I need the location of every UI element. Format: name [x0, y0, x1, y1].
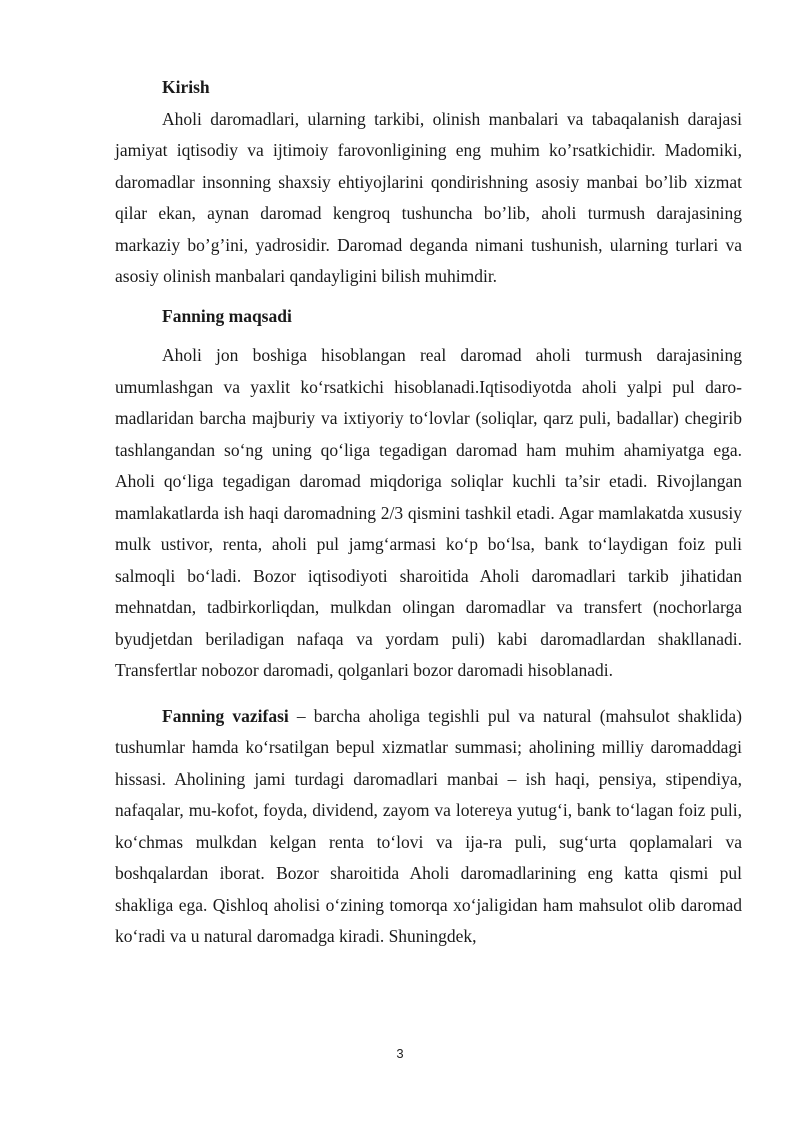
spacer [115, 332, 742, 340]
spacer [115, 293, 742, 301]
spacer [115, 687, 742, 701]
section-heading-intro: Kirish [162, 77, 210, 97]
section-heading-goal: Fanning maqsadi [162, 305, 292, 326]
paragraph-task [115, 701, 742, 953]
page-number: 3 [396, 1046, 404, 1061]
paragraph-intro: Aholi daromadlari, ularning tarkibi, olinish manbalari va tabaqalanish darajasi jamiyat iqtisodiy va ijtimoiy farovonligining eng muhim ko’rsatkichidir. Madomiki, daromadlar insonning shaxsiy ehtiyojlarini qondirishning asosiy manbai bo’lib xizmat qilar ekan, aynan daromad kengroq tushuncha bo’lib, aholi turmush darajasining markaziy bo’g’ini, yadrosidir. Daromad deganda nimani tushunish, ularning turlari va asosiy olinish manbalari qandayligini bilish muhimdir. [115, 108, 742, 286]
document-page [115, 72, 742, 953]
paragraph-task-text: – barcha aholiga tegishli pul va natural (mahsulot shaklida) tushumlar hamda ko‘rsatilgan bepul xizmatlar summasi; aholining milliy daromaddagi hissasi. Aholining jami turdagi daromadlari manbai – ish haqi, pensiya, stipendiya, nafaqalar, mu-kofot, foyda, dividend, zayom va lotereya yutug‘i, bank to‘lagan foiz puli, ko‘chmas mulkdan kelgan renta to‘lovi va ija-ra puli, sug‘urta qoplamalari va boshqalardan iborat. Bozor sharoitida Aholi daromadlarining eng katta qismi pul shakliga ega. Qishloq aholisi o‘zining tomorqa xo‘jaligidan ham mahsulot olib daromad ko‘radi va u natural daromadga kiradi. Shuningdek, [115, 705, 742, 946]
paragraph-goal: Aholi jon boshiga hisoblangan real daromad aholi turmush darajasining umumlashgan va yaxlit ko‘rsatkichi hisoblanadi.Iqtisodiyotda aholi yalpi pul daro-madlaridan barcha majburiy va ixtiyoriy to‘lovlar (soliqlar, qarz puli, badallar) chegirib tashlangandan so‘ng uning qo‘liga tegadigan daromad ham muhim ahamiyatga ega. Aholi qo‘liga tegadigan daromad miqdoriga soliqlar kuchli ta’sir etadi. Rivojlangan mamlakatlarda ish haqi daromadning 2/3 qismini tashkil etadi. Agar mamlakatda xususiy mulk ustivor, renta, aholi pul jamg‘armasi ko‘p bo‘lsa, bank to‘laydigan foiz puli salmoqli bo‘ladi. Bozor iqtisodiyoti sharoitida Aholi daromadlari tarkib jihatidan mehnatdan, tadbirkorliqdan, mulkdan olingan daromadlar va transfert (nochorlarga byudjetdan beriladigan nafaqa va yordam puli) kabi daromadlardan shakllanadi. Transfertlar nobozor daromadi, qolganlari bozor daromadi hisoblanadi. [115, 345, 742, 680]
section-heading-task: Fanning vazifasi [162, 705, 289, 726]
